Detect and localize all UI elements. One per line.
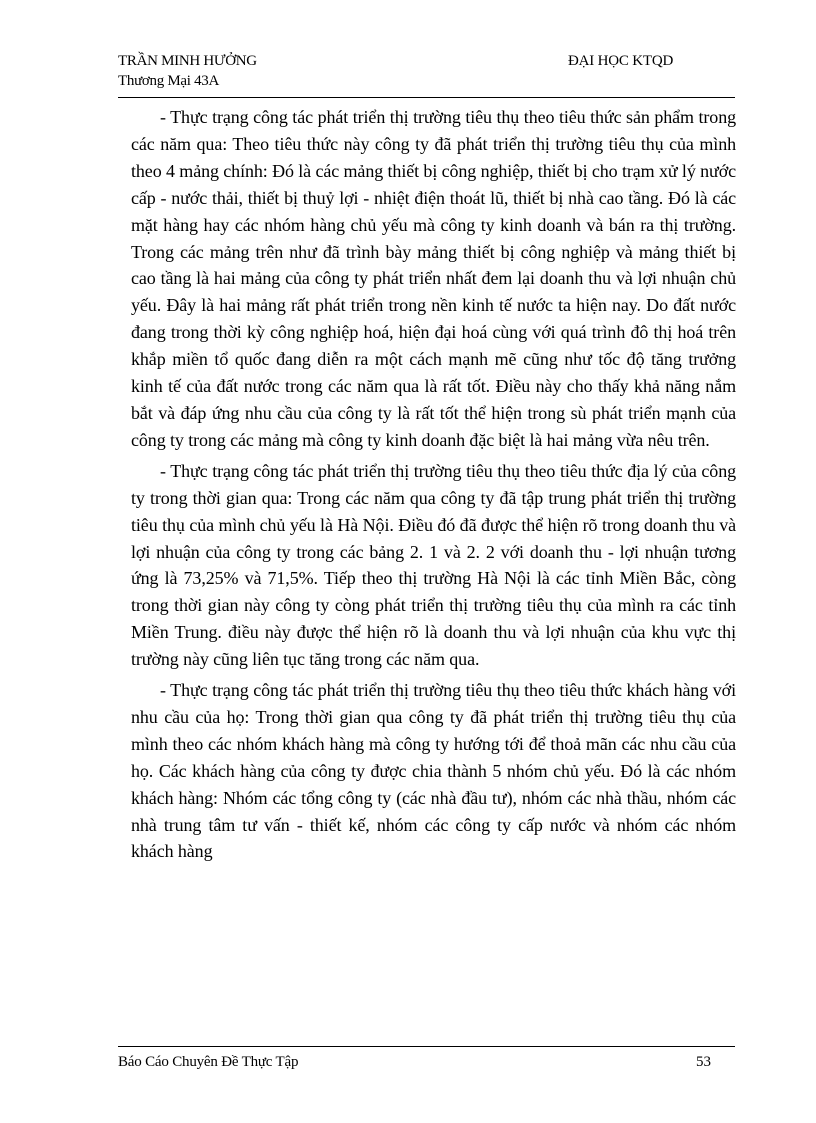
page-header [118, 52, 735, 98]
paragraph-geographic-criteria: - Thực trạng công tác phát triển thị trường tiêu thụ theo tiêu thức địa lý của công ty trong thời gian qua: Trong các năm qua công ty đã tập trung phát triển thị trường tiêu thụ của mình chủ yếu là Hà Nội. Điều đó đã được thể hiện rõ trong doanh thu và lợi nhuận của công ty trong các bảng 2. 1 và 2. 2 với doanh thu - lợi nhuận tương ứng là 73,25% và 71,5%. Tiếp theo thị trường Hà Nội là các tỉnh Miền Bắc, còng trong thời gian này công ty còng phát triển thị trường tiêu thụ của mình ra các tỉnh Miền Trung. điều này được thể hiện rõ là doanh thu và lợi nhuận của khu vực thị trường này cũng liên tục tăng trong các năm qua. [131, 460, 736, 670]
paragraph-product-criteria: - Thực trạng công tác phát triển thị trường tiêu thụ theo tiêu thức sản phẩm trong các năm qua: Theo tiêu thức này công ty đã phát triển thị trường tiêu thụ của mình theo 4 mảng chính: Đó là các mảng thiết bị công nghiệp, thiết bị cho trạm xử lý nước cấp - nước thải, thiết bị thuỷ lợi - nhiệt điện thoát lũ, thiết bị nhà cao tầng. Đó là các mặt hàng hay các nhóm hàng chủ yếu mà công ty kinh doanh và bán ra thị trường. Trong các mảng trên như đã trình bày mảng thiết bị công nghiệp và mảng thiết bị cao tầng là hai mảng của công ty phát triển nhất đem lại doanh thu và lợi nhuận chủ yếu. Đây là hai mảng rất phát triển trong nền kinh tế nước ta hiện nay. Do đất nước đang trong thời kỳ công nghiệp hoá, hiện đại hoá cùng với quá trình đô thị hoá trên khắp miền tổ quốc đang diễn ra một cách mạnh mẽ cũng như tốc độ tăng trưởng kinh tế của đất nước trong các năm qua là rất tốt. Điều này cho thấy khả năng nắm bắt và đáp ứng nhu cầu của công ty là rất tốt thể hiện trong sù phát triển mạnh của công ty trong các mảng mà công ty kinh doanh đặc biệt là hai mảng vừa nêu trên. [131, 107, 736, 450]
class-name: Thương Mại 43A [118, 73, 220, 89]
paragraph-customer-criteria: - Thực trạng công tác phát triển thị trường tiêu thụ theo tiêu thức khách hàng với nhu cầu của họ: Trong thời gian qua công ty đã phát triển thị trường tiêu thụ của mình theo các nhóm khách hàng mà công ty hướng tới để thoả mãn các nhu cầu của họ. Các khách hàng của công ty được chia thành 5 nhóm chủ yếu. Đó là các nhóm khách hàng: Nhóm các tổng công ty (các nhà đầu tư), nhóm các nhà thầu, nhóm các nhà trung tâm tư vấn - thiết kế, nhóm các công ty cấp nước và nhóm các nhóm khách hàng [131, 680, 736, 862]
document-body [131, 104, 736, 865]
author-name: TRẦN MINH HƯỞNG [118, 53, 257, 69]
footer-divider [118, 1046, 735, 1047]
university-name: ĐẠI HỌC KTQD [568, 53, 674, 69]
header-divider [118, 97, 735, 98]
page-number: 53 [696, 1054, 711, 1070]
footer-report-title: Báo Cáo Chuyên Đề Thực Tập [118, 1054, 299, 1070]
